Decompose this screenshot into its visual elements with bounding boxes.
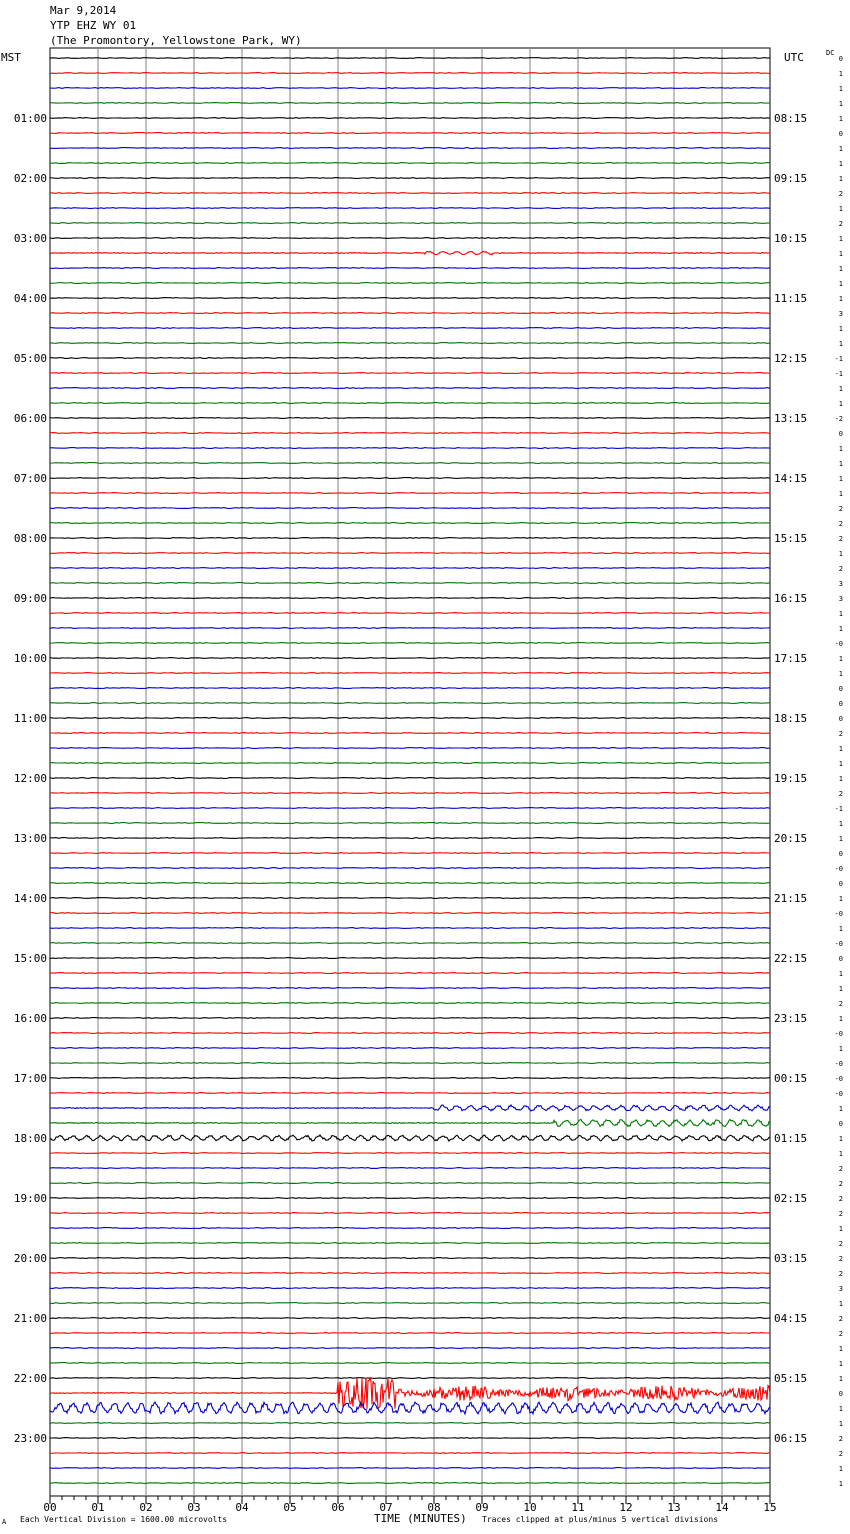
dc-offset-label: 0	[838, 700, 843, 708]
right-hour-label: 19:15	[774, 772, 808, 785]
left-hour-label: 20:00	[13, 1252, 47, 1265]
trace-row	[50, 943, 770, 944]
trace-row	[50, 1093, 770, 1094]
trace-row	[50, 448, 770, 449]
trace-row	[50, 748, 770, 749]
trace-row	[50, 478, 770, 479]
dc-offset-label: -1	[834, 805, 843, 813]
trace-row	[50, 973, 770, 974]
left-hour-label: 10:00	[13, 652, 47, 665]
trace-row	[50, 238, 770, 239]
trace-row	[50, 373, 770, 374]
trace-row	[50, 118, 770, 119]
trace-row	[50, 1453, 770, 1454]
dc-offset-label: 1	[838, 1420, 843, 1428]
trace-row	[50, 1018, 770, 1019]
dc-offset-label: 1	[838, 1360, 843, 1368]
trace-row	[50, 913, 770, 914]
dc-offset-label: 0	[838, 880, 843, 888]
trace-row	[50, 718, 770, 719]
right-hour-label: 01:15	[774, 1132, 808, 1145]
trace-row	[50, 628, 770, 629]
trace-row	[50, 868, 770, 869]
corner-mark: A	[2, 1518, 7, 1526]
dc-offset-label: 1	[838, 250, 843, 258]
trace-row	[50, 1228, 770, 1229]
left-hour-label: 16:00	[13, 1012, 47, 1025]
trace-row	[50, 688, 770, 689]
dc-offset-label: 1	[838, 925, 843, 933]
dc-offset-label: 2	[838, 1435, 843, 1443]
dc-offset-label: 1	[838, 1300, 843, 1308]
right-hour-label: 13:15	[774, 412, 808, 425]
dc-offset-label: 1	[838, 160, 843, 168]
trace-row	[50, 388, 770, 389]
x-tick-label: 11	[571, 1501, 585, 1514]
dc-offset-label: 1	[838, 295, 843, 303]
dc-offset-label: 1	[838, 1465, 843, 1473]
dc-offset-label: 1	[838, 1345, 843, 1353]
trace-row	[50, 553, 770, 554]
dc-offset-label: 1	[838, 145, 843, 153]
trace-row	[50, 538, 770, 539]
left-hour-label: 12:00	[13, 772, 47, 785]
dc-offset-label: 1	[838, 970, 843, 978]
x-tick-label: 10	[523, 1501, 537, 1514]
dc-offset-label: 1	[838, 280, 843, 288]
right-timezone-label: UTC	[784, 51, 804, 64]
left-hour-label: 14:00	[13, 892, 47, 905]
dc-offset-label: 1	[838, 760, 843, 768]
trace-row	[50, 1198, 770, 1199]
right-hour-label: 02:15	[774, 1192, 808, 1205]
trace-row	[50, 1333, 770, 1334]
right-hour-label: 08:15	[774, 112, 808, 125]
right-hour-label: 04:15	[774, 1312, 808, 1325]
right-hour-label: 10:15	[774, 232, 808, 245]
trace-row	[50, 763, 770, 764]
dc-offset-label: 1	[838, 1375, 843, 1383]
trace-row	[50, 223, 770, 224]
right-hour-label: 03:15	[774, 1252, 808, 1265]
dc-offset-label: 0	[838, 430, 843, 438]
trace-row	[50, 1153, 770, 1154]
left-hour-label: 22:00	[13, 1372, 47, 1385]
dc-offset-label: 0	[838, 130, 843, 138]
trace-row	[50, 778, 770, 779]
dc-offset-label: 1	[838, 175, 843, 183]
trace-row	[50, 988, 770, 989]
station-code: YTP EHZ WY 01	[50, 19, 137, 32]
left-hour-label: 09:00	[13, 592, 47, 605]
trace-row	[50, 1273, 770, 1274]
dc-offset-label: 2	[838, 1330, 843, 1338]
dc-offset-label: 0	[838, 1120, 843, 1128]
trace-row	[50, 613, 770, 614]
trace-row	[50, 598, 770, 599]
left-hour-label: 21:00	[13, 1312, 47, 1325]
x-tick-label: 03	[187, 1501, 201, 1514]
dc-offset-label: -0	[834, 1075, 843, 1083]
x-tick-label: 12	[619, 1501, 633, 1514]
dc-offset-label: 1	[838, 745, 843, 753]
dc-offset-label: 1	[838, 1480, 843, 1488]
dc-offset-label: 0	[838, 685, 843, 693]
plot-frame	[50, 48, 770, 1496]
dc-offset-label: 1	[838, 70, 843, 78]
trace-row	[50, 1183, 770, 1184]
station-location: (The Promontory, Yellowstone Park, WY)	[50, 34, 302, 47]
dc-offset-label: -2	[834, 415, 843, 423]
dc-offset-label: 2	[838, 1195, 843, 1203]
x-tick-label: 08	[427, 1501, 441, 1514]
left-hour-label: 18:00	[13, 1132, 47, 1145]
dc-offset-label: 2	[838, 790, 843, 798]
trace-row	[50, 928, 770, 929]
trace-row	[50, 1483, 770, 1484]
dc-offset-label: 1	[838, 1225, 843, 1233]
left-hour-label: 13:00	[13, 832, 47, 845]
dc-offset-label: 1	[838, 205, 843, 213]
trace-row	[50, 823, 770, 824]
x-tick-label: 06	[331, 1501, 345, 1514]
dc-offset-label: -0	[834, 865, 843, 873]
trace-row	[50, 1468, 770, 1469]
trace-row	[50, 523, 770, 524]
dc-offset-label: 2	[838, 1315, 843, 1323]
x-tick-label: 09	[475, 1501, 489, 1514]
dc-offset-label: 1	[838, 1405, 843, 1413]
dc-offset-label: 1	[838, 445, 843, 453]
trace-row	[50, 658, 770, 659]
trace-row	[50, 58, 770, 59]
dc-offset-label: 1	[838, 460, 843, 468]
dc-offset-label: 1	[838, 85, 843, 93]
dc-offset-label: 2	[838, 1255, 843, 1263]
right-hour-label: 00:15	[774, 1072, 808, 1085]
trace-row	[50, 568, 770, 569]
trace-row	[50, 103, 770, 104]
trace-row	[50, 283, 770, 284]
left-hour-label: 15:00	[13, 952, 47, 965]
dc-offset-label: 1	[838, 610, 843, 618]
left-hour-label: 05:00	[13, 352, 47, 365]
right-hour-label: 22:15	[774, 952, 808, 965]
dc-offset-label: 1	[838, 100, 843, 108]
trace-row	[50, 793, 770, 794]
trace-row	[50, 208, 770, 209]
dc-offset-label: 2	[838, 730, 843, 738]
right-hour-label: 21:15	[774, 892, 808, 905]
dc-offset-label: 1	[838, 1105, 843, 1113]
trace-row	[50, 403, 770, 404]
trace-row	[50, 1318, 770, 1319]
trace-row	[50, 1119, 770, 1126]
trace-row	[50, 733, 770, 734]
trace-row	[50, 1105, 770, 1111]
trace-row	[50, 1135, 770, 1141]
dc-offset-label: 2	[838, 1450, 843, 1458]
dc-offset-label: -0	[834, 910, 843, 918]
right-hour-label: 06:15	[774, 1432, 808, 1445]
trace-row	[50, 1243, 770, 1244]
trace-row	[50, 1348, 770, 1349]
trace-row	[50, 853, 770, 854]
dc-offset-label: -0	[834, 1030, 843, 1038]
dc-offset-label: 1	[838, 400, 843, 408]
scale-note: Each Vertical Division = 1600.00 microvolts	[20, 1515, 228, 1524]
x-tick-label: 05	[283, 1501, 297, 1514]
trace-row	[50, 898, 770, 899]
trace-row	[50, 133, 770, 134]
dc-offset-label: 1	[838, 835, 843, 843]
dc-offset-label: 1	[838, 325, 843, 333]
dc-offset-label: 1	[838, 655, 843, 663]
trace-row	[50, 1003, 770, 1004]
trace-row	[50, 883, 770, 884]
dc-offset-label: 1	[838, 235, 843, 243]
dc-offset-label: 2	[838, 1180, 843, 1188]
trace-row	[50, 193, 770, 194]
trace-row	[50, 298, 770, 299]
trace-row	[50, 463, 770, 464]
trace-row	[50, 1258, 770, 1259]
right-hour-label: 20:15	[774, 832, 808, 845]
trace-row	[50, 313, 770, 314]
left-hour-label: 17:00	[13, 1072, 47, 1085]
trace-row	[50, 1438, 770, 1439]
trace-row	[50, 1402, 770, 1414]
left-hour-label: 03:00	[13, 232, 47, 245]
left-hour-label: 04:00	[13, 292, 47, 305]
dc-offset-label: 2	[838, 1240, 843, 1248]
left-hour-label: 06:00	[13, 412, 47, 425]
dc-offset-label: 1	[838, 265, 843, 273]
dc-offset-label: 1	[838, 775, 843, 783]
x-tick-label: 01	[91, 1501, 105, 1514]
dc-offset-label: -1	[834, 355, 843, 363]
dc-offset-label: 1	[838, 490, 843, 498]
trace-row	[50, 1378, 770, 1379]
trace-row	[50, 1363, 770, 1364]
trace-row	[50, 583, 770, 584]
right-hour-label: 14:15	[774, 472, 808, 485]
trace-row	[50, 328, 770, 329]
right-hour-label: 09:15	[774, 172, 808, 185]
trace-row	[50, 1033, 770, 1034]
trace-row	[50, 148, 770, 149]
trace-row	[50, 1168, 770, 1169]
dc-offset-label: 1	[838, 550, 843, 558]
trace-row	[50, 808, 770, 809]
x-tick-label: 02	[139, 1501, 153, 1514]
dc-offset-label: 1	[838, 670, 843, 678]
dc-offset-label: 2	[838, 1210, 843, 1218]
dc-offset-label: 1	[838, 895, 843, 903]
x-axis-label: TIME (MINUTES)	[374, 1512, 467, 1525]
trace-row	[50, 433, 770, 434]
right-hour-label: 12:15	[774, 352, 808, 365]
right-hour-label: 23:15	[774, 1012, 808, 1025]
dc-offset-label: 2	[838, 565, 843, 573]
trace-row	[50, 1213, 770, 1214]
dc-offset-label: 1	[838, 340, 843, 348]
left-hour-label: 08:00	[13, 532, 47, 545]
dc-offset-label: 3	[838, 580, 843, 588]
right-hour-label: 16:15	[774, 592, 808, 605]
trace-row	[50, 643, 770, 644]
right-hour-label: 18:15	[774, 712, 808, 725]
trace-row	[50, 1303, 770, 1304]
dc-offset-label: -0	[834, 640, 843, 648]
trace-row	[50, 508, 770, 509]
dc-offset-label: 0	[838, 1390, 843, 1398]
dc-offset-label: -1	[834, 370, 843, 378]
dc-offset-label: 2	[838, 505, 843, 513]
x-tick-label: 13	[667, 1501, 681, 1514]
x-tick-label: 00	[43, 1501, 57, 1514]
left-timezone-label: MST	[1, 51, 21, 64]
trace-row	[50, 838, 770, 839]
dc-offset-label: 1	[838, 475, 843, 483]
right-hour-label: 11:15	[774, 292, 808, 305]
clip-note: Traces clipped at plus/minus 5 vertical divisions	[482, 1515, 719, 1524]
dc-offset-label: 2	[838, 1165, 843, 1173]
x-tick-label: 15	[763, 1501, 777, 1514]
trace-row	[50, 88, 770, 89]
trace-row	[50, 358, 770, 359]
dc-offset-label: 1	[838, 1015, 843, 1023]
dc-offset-label: 3	[838, 1285, 843, 1293]
plot-date: Mar 9,2014	[50, 4, 117, 17]
dc-offset-label: 0	[838, 850, 843, 858]
dc-offset-label: 1	[838, 625, 843, 633]
dc-offset-label: 2	[838, 1000, 843, 1008]
trace-row	[50, 1423, 770, 1424]
dc-offset-label: -0	[834, 1060, 843, 1068]
dc-offset-label: 1	[838, 1045, 843, 1053]
trace-row	[50, 493, 770, 494]
left-hour-label: 07:00	[13, 472, 47, 485]
left-hour-label: 23:00	[13, 1432, 47, 1445]
dc-offset-label: 2	[838, 520, 843, 528]
right-hour-label: 05:15	[774, 1372, 808, 1385]
dc-offset-label: -0	[834, 1090, 843, 1098]
trace-row	[50, 1048, 770, 1049]
trace-row	[50, 1288, 770, 1289]
trace-row	[50, 251, 770, 254]
dc-offset-label: 1	[838, 820, 843, 828]
dc-offset-label: -0	[834, 940, 843, 948]
left-hour-label: 01:00	[13, 112, 47, 125]
dc-header-label: DC	[826, 49, 835, 57]
dc-offset-label: 0	[838, 715, 843, 723]
trace-row	[50, 673, 770, 674]
left-hour-label: 19:00	[13, 1192, 47, 1205]
dc-offset-label: 0	[838, 55, 843, 63]
x-tick-label: 07	[379, 1501, 393, 1514]
dc-offset-label: 1	[838, 385, 843, 393]
dc-offset-label: 2	[838, 220, 843, 228]
trace-row	[50, 163, 770, 164]
left-hour-label: 02:00	[13, 172, 47, 185]
x-tick-label: 04	[235, 1501, 249, 1514]
trace-row	[50, 958, 770, 959]
trace-row	[50, 418, 770, 419]
dc-offset-label: 3	[838, 310, 843, 318]
dc-offset-label: 2	[838, 535, 843, 543]
trace-row	[50, 343, 770, 344]
left-hour-label: 11:00	[13, 712, 47, 725]
dc-offset-label: 1	[838, 115, 843, 123]
right-hour-label: 15:15	[774, 532, 808, 545]
trace-row	[50, 703, 770, 704]
trace-row	[50, 268, 770, 269]
x-tick-label: 14	[715, 1501, 729, 1514]
right-hour-label: 17:15	[774, 652, 808, 665]
dc-offset-label: 1	[838, 1135, 843, 1143]
trace-row	[50, 1078, 770, 1079]
dc-offset-label: 3	[838, 595, 843, 603]
dc-offset-label: 2	[838, 1270, 843, 1278]
dc-offset-label: 0	[838, 955, 843, 963]
trace-row	[50, 1063, 770, 1064]
dc-offset-label: 1	[838, 1150, 843, 1158]
trace-row	[50, 178, 770, 179]
dc-offset-label: 1	[838, 985, 843, 993]
dc-offset-label: 2	[838, 190, 843, 198]
trace-row	[50, 73, 770, 74]
